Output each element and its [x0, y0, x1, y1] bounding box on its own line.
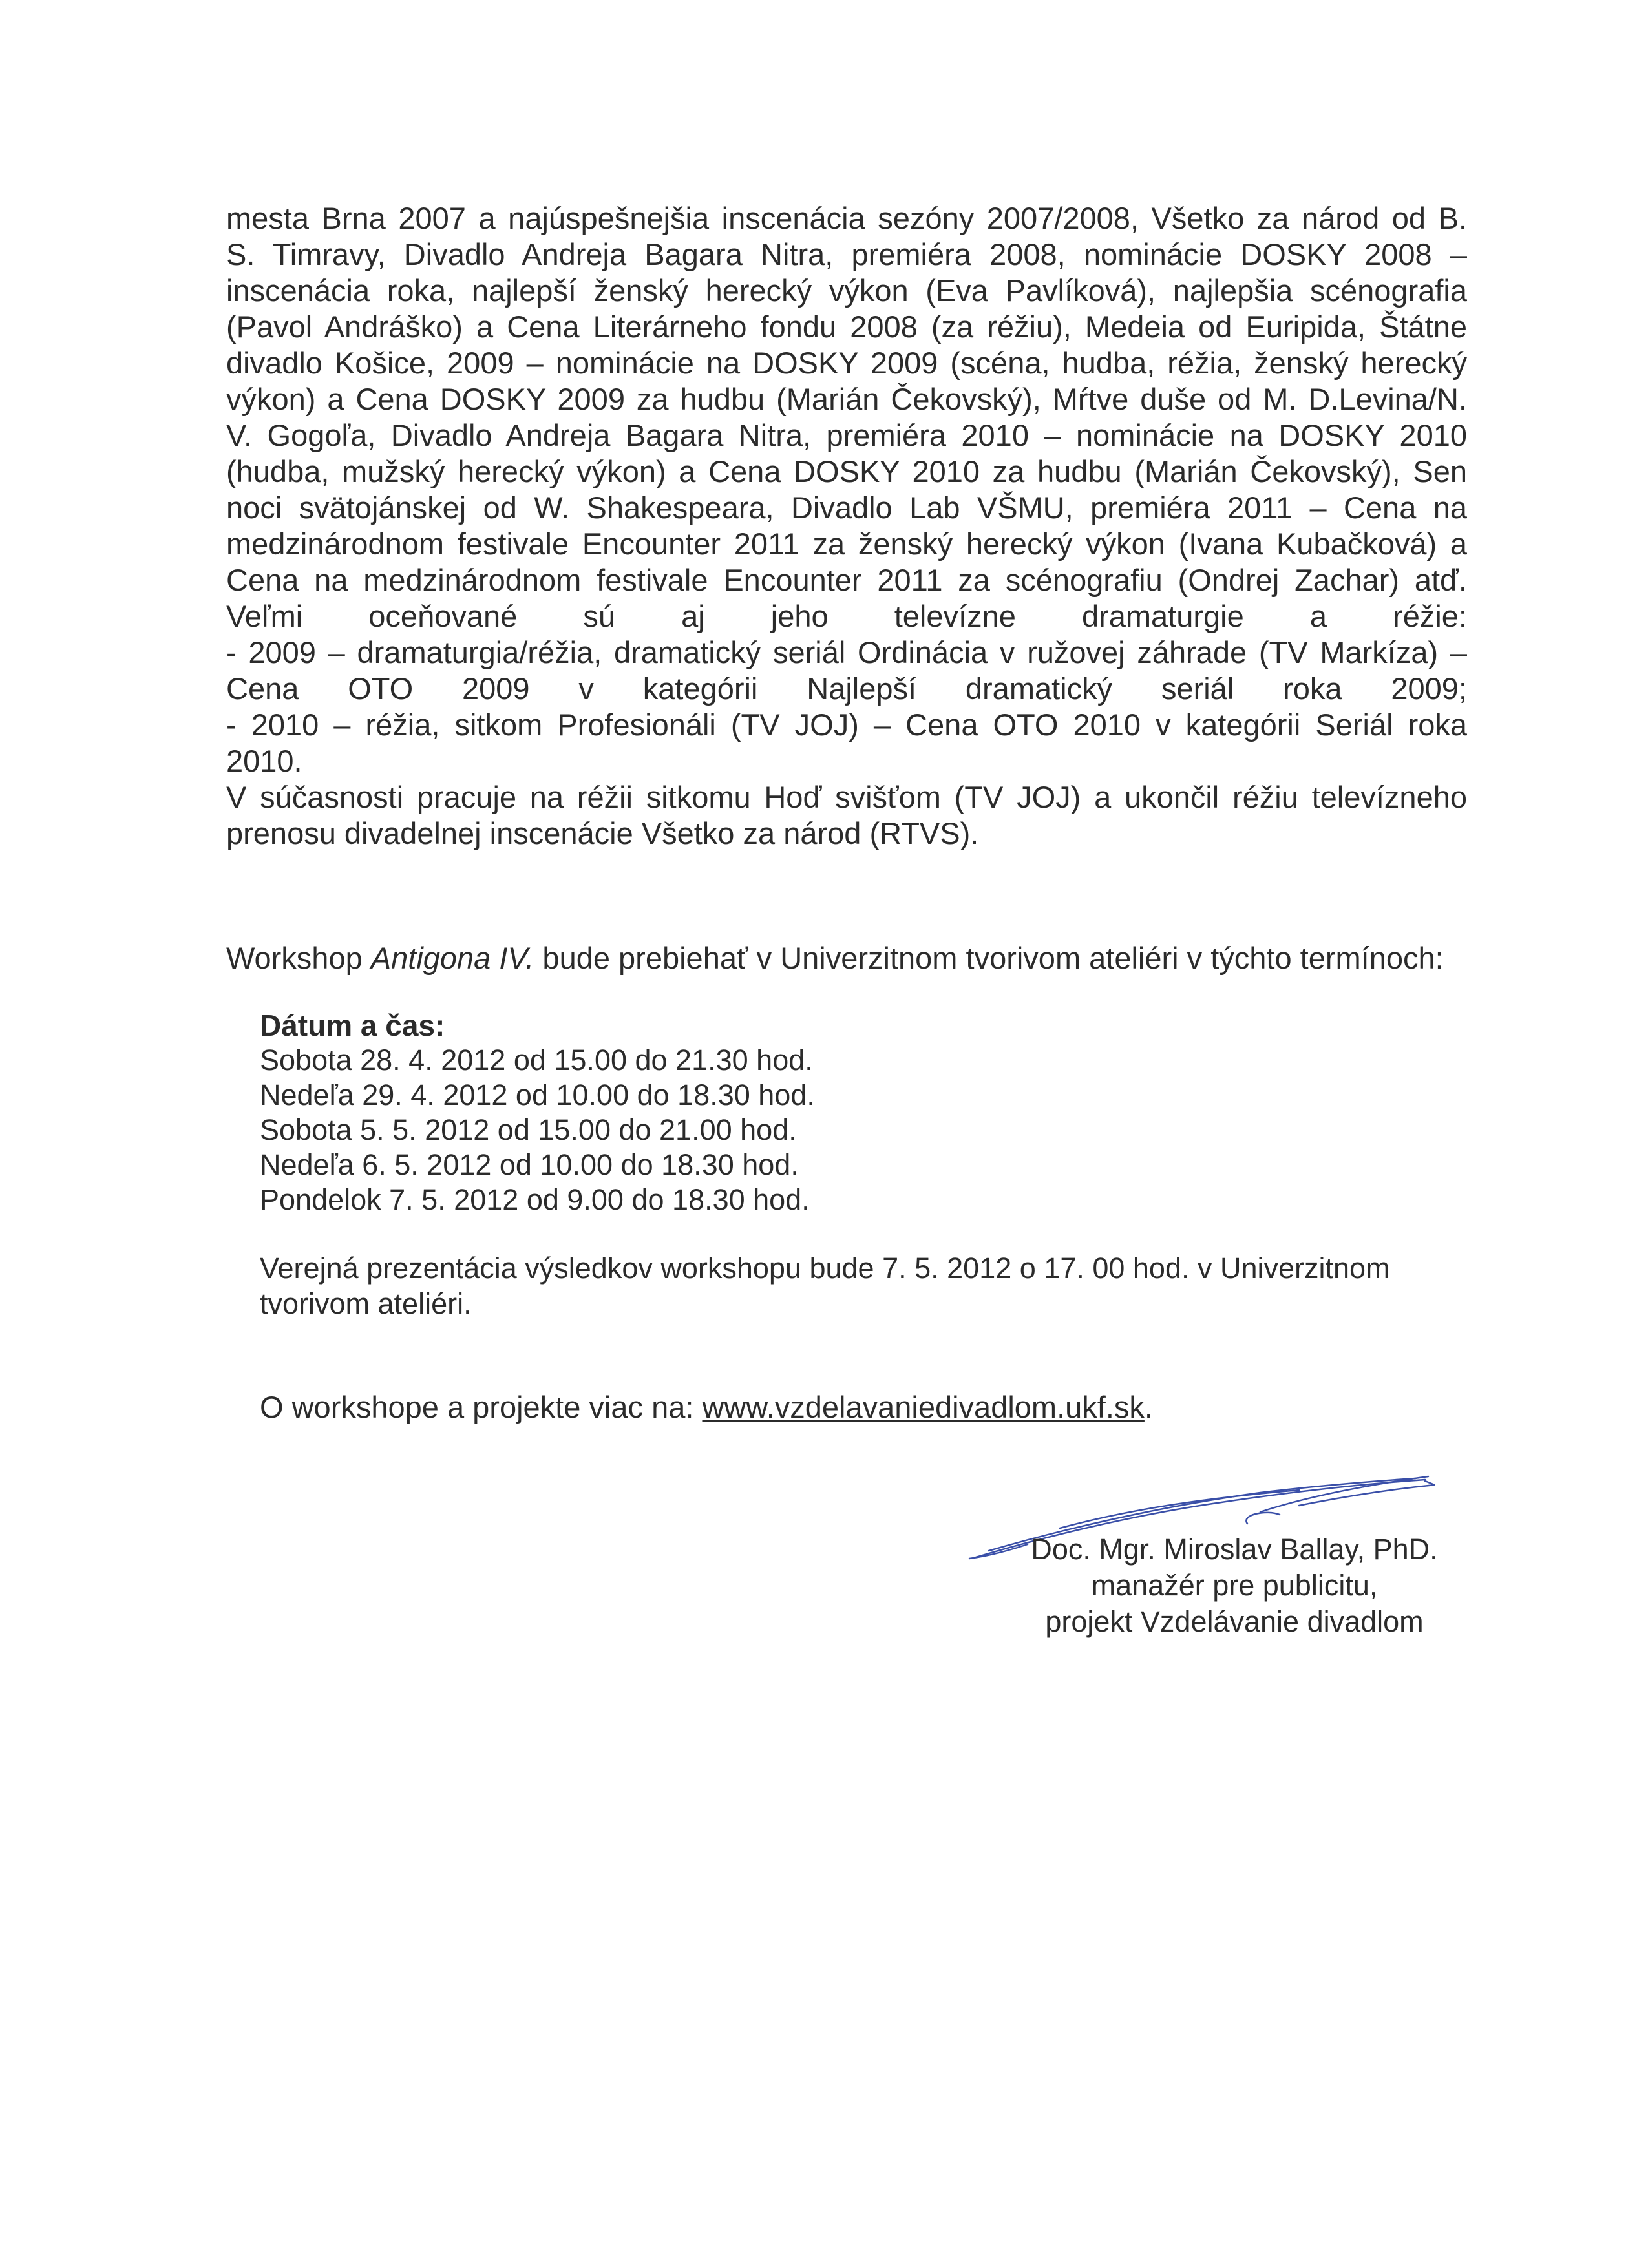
bio-line-18: prenosu divadelnej inscenácie Všetko za národ (RTVS). [226, 816, 979, 850]
schedule [260, 1008, 815, 1217]
bio-line-16: 2010. [226, 744, 302, 778]
bio-line-14: Cena OTO 2009 v kategórii Najlepší dramatický seriál roka 2009; [226, 671, 1467, 706]
bio-paragraph [226, 200, 1467, 852]
bio-line-1: mesta Brna 2007 a najúspešnejšia inscenácia sezóny 2007/2008, Všetko za národ od B. [226, 201, 1467, 235]
bio-line-10: medzinárodnom festivale Encounter 2011 za ženský herecký výkon (Ivana Kubačková) a [226, 527, 1467, 561]
more-info [260, 1389, 1153, 1425]
bio-line-6: výkon) a Cena DOSKY 2009 za hudbu (Marián Čekovský), Mŕtve duše od M. D.Levina/N. [226, 382, 1467, 416]
more-info-suffix: . [1144, 1390, 1153, 1424]
schedule-heading: Dátum a čas: [260, 1009, 445, 1042]
signatory-role: manažér pre publicitu, [1091, 1569, 1378, 1602]
bio-line-8: (hudba, mužský herecký výkon) a Cena DOSKY 2010 za hudbu (Marián Čekovský), Sen [226, 454, 1467, 488]
schedule-row: Nedeľa 6. 5. 2012 od 10.00 do 18.30 hod. [260, 1148, 799, 1181]
bio-line-2: S. Timravy, Divadlo Andreja Bagara Nitra, premiéra 2008, nominácie DOSKY 2008 – [226, 237, 1467, 271]
bio-line-3: inscenácia roka, najlepší ženský herecký výkon (Eva Pavlíková), najlepšia scénografia [226, 273, 1467, 308]
bio-line-13: - 2009 – dramaturgia/réžia, dramatický seriál Ordinácia v ružovej záhrade (TV Markíza) – [226, 635, 1467, 669]
bio-line-12: Veľmi oceňované sú aj jeho televízne dramaturgie a réžie: [226, 599, 1467, 633]
signatory-name: Doc. Mgr. Miroslav Ballay, PhD. [1031, 1533, 1438, 1566]
signature-block [1021, 1531, 1448, 1640]
website-link[interactable]: www.vzdelavaniedivadlom.ukf.sk [702, 1390, 1145, 1424]
bio-line-5: divadlo Košice, 2009 – nominácie na DOSKY 2009 (scéna, hudba, réžia, ženský herecký [226, 346, 1467, 380]
schedule-row: Sobota 5. 5. 2012 od 15.00 do 21.00 hod. [260, 1113, 797, 1146]
workshop-intro-after: bude prebiehať v Univerzitnom tvorivom ateliéri v týchto termínoch: [534, 941, 1444, 975]
schedule-row: Sobota 28. 4. 2012 od 15.00 do 21.30 hod. [260, 1044, 813, 1076]
bio-line-7: V. Gogoľa, Divadlo Andreja Bagara Nitra, premiéra 2010 – nominácie na DOSKY 2010 [226, 418, 1467, 452]
more-info-text: O workshope a projekte viac na: [260, 1390, 703, 1424]
bio-line-11: Cena na medzinárodnom festivale Encounter 2011 za scénografiu (Ondrej Zachar) atď. [226, 563, 1467, 597]
schedule-row: Nedeľa 29. 4. 2012 od 10.00 do 18.30 hod. [260, 1078, 815, 1111]
signatory-project: projekt Vzdelávanie divadlom [1045, 1605, 1424, 1638]
workshop-intro [226, 940, 1444, 976]
presentation-line-1: Verejná prezentácia výsledkov workshopu bude 7. 5. 2012 o 17. 00 hod. v Univerzitnom [260, 1252, 1390, 1285]
presentation-note [260, 1250, 1488, 1321]
bio-line-17: V súčasnosti pracuje na réžii sitkomu Hoď svišťom (TV JOJ) a ukončil réžiu televízneho [226, 780, 1467, 814]
bio-line-9: noci svätojánskej od W. Shakespeara, Divadlo Lab VŠMU, premiéra 2011 – Cena na [226, 490, 1467, 525]
presentation-line-2: tvorivom ateliéri. [260, 1287, 472, 1320]
workshop-intro-before: Workshop [226, 941, 371, 975]
bio-line-4: (Pavol Andráško) a Cena Literárneho fondu 2008 (za réžiu), Medeia od Euripida, Štátne [226, 310, 1467, 344]
workshop-title: Antigona IV. [370, 941, 534, 975]
bio-line-15: - 2010 – réžia, sitkom Profesionáli (TV JOJ) – Cena OTO 2010 v kategórii Seriál roka [226, 708, 1467, 742]
schedule-row: Pondelok 7. 5. 2012 od 9.00 do 18.30 hod. [260, 1183, 810, 1216]
